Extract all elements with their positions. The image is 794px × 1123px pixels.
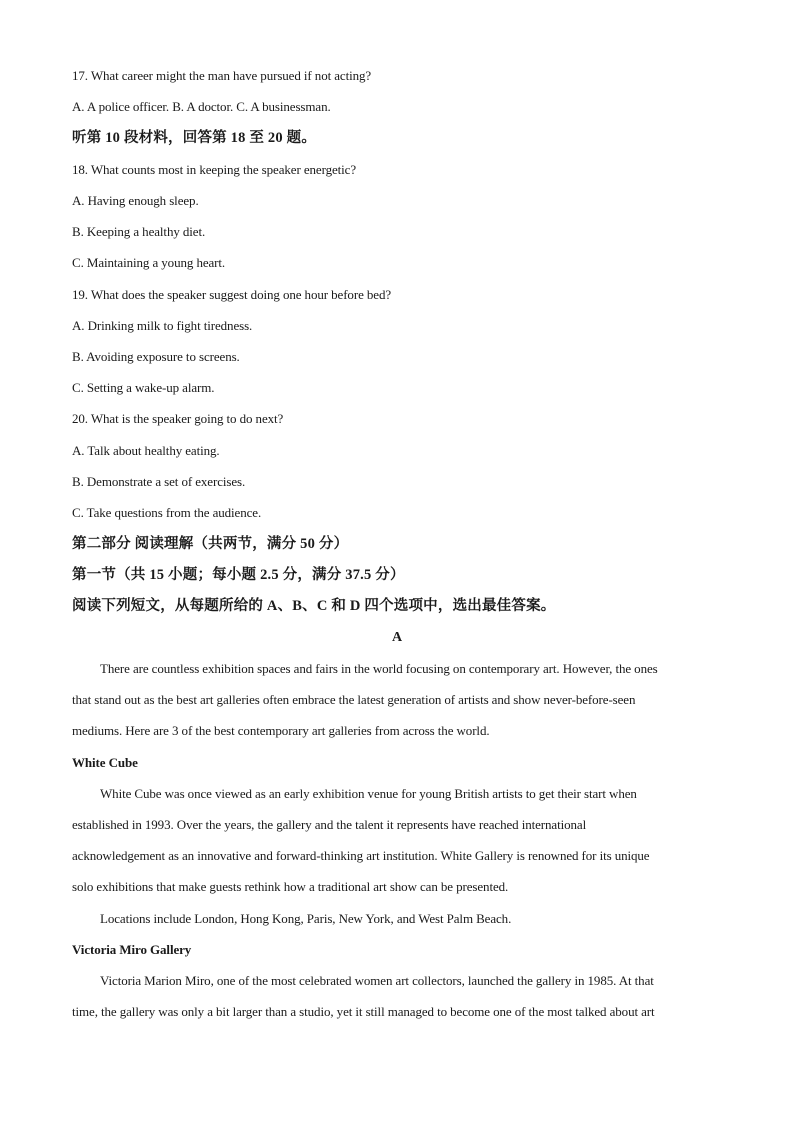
white-cube-line: White Cube was once viewed as an early exhibition venue for young British artists to get their start when: [100, 786, 637, 801]
question-20-option-b: B. Demonstrate a set of exercises.: [72, 474, 246, 489]
question-18-option-a: A. Having enough sleep.: [72, 193, 199, 208]
question-19-stem: 19. What does the speaker suggest doing one hour before bed?: [72, 287, 392, 302]
white-cube-locations: Locations include London, Hong Kong, Paris, New York, and West Palm Beach.: [100, 911, 512, 926]
passage-intro-line: mediums. Here are 3 of the best contemporary art galleries from across the world.: [72, 723, 490, 738]
question-18-option-c: C. Maintaining a young heart.: [72, 255, 226, 270]
question-19-option-b: B. Avoiding exposure to screens.: [72, 349, 240, 364]
question-18-option-b: B. Keeping a healthy diet.: [72, 224, 206, 239]
passage-intro-line: that stand out as the best art galleries often embrace the latest generation of artists and show never-before-seen: [72, 692, 636, 707]
question-19-option-a: A. Drinking milk to fight tiredness.: [72, 318, 253, 333]
passage-label: A: [391, 630, 402, 645]
question-18-stem: 18. What counts most in keeping the speaker energetic?: [72, 162, 357, 177]
part-2-title: 第二部分 阅读理解（共两节，满分 50 分）: [72, 536, 349, 552]
question-20-option-a: A. Talk about healthy eating.: [72, 443, 220, 458]
question-17-stem: 17. What career might the man have pursued if not acting?: [72, 68, 372, 83]
part-2-section-1: 第一节（共 15 小题；每小题 2.5 分，满分 37.5 分）: [72, 567, 405, 583]
part-2-instruction: 阅读下列短文，从每题所给的 A、B、C 和 D 四个选项中，选出最佳答案。: [72, 598, 556, 614]
victoria-miro-title: Victoria Miro Gallery: [72, 942, 192, 957]
victoria-miro-line: time, the gallery was only a bit larger than a studio, yet it still managed to become one of the most talked about art: [72, 1004, 655, 1019]
question-17-options: A. A police officer. B. A doctor. C. A businessman.: [72, 99, 331, 114]
question-20-option-c: C. Take questions from the audience.: [72, 505, 262, 520]
white-cube-line: acknowledgement as an innovative and forward-thinking art institution. White Gallery is renowned for its unique: [72, 848, 650, 863]
question-19-option-c: C. Setting a wake-up alarm.: [72, 380, 215, 395]
section-10-instruction: 听第 10 段材料，回答第 18 至 20 题。: [72, 130, 317, 146]
question-20-stem: 20. What is the speaker going to do next?: [72, 411, 284, 426]
passage-intro-line: There are countless exhibition spaces and fairs in the world focusing on contemporary art. However, the ones: [100, 661, 658, 676]
white-cube-line: established in 1993. Over the years, the gallery and the talent it represents have reached international: [72, 817, 587, 832]
white-cube-line: solo exhibitions that make guests rethink how a traditional art show can be presented.: [72, 879, 509, 894]
white-cube-title: White Cube: [72, 755, 138, 770]
victoria-miro-line: Victoria Marion Miro, one of the most celebrated women art collectors, launched the gallery in 1985. At that: [100, 973, 654, 988]
